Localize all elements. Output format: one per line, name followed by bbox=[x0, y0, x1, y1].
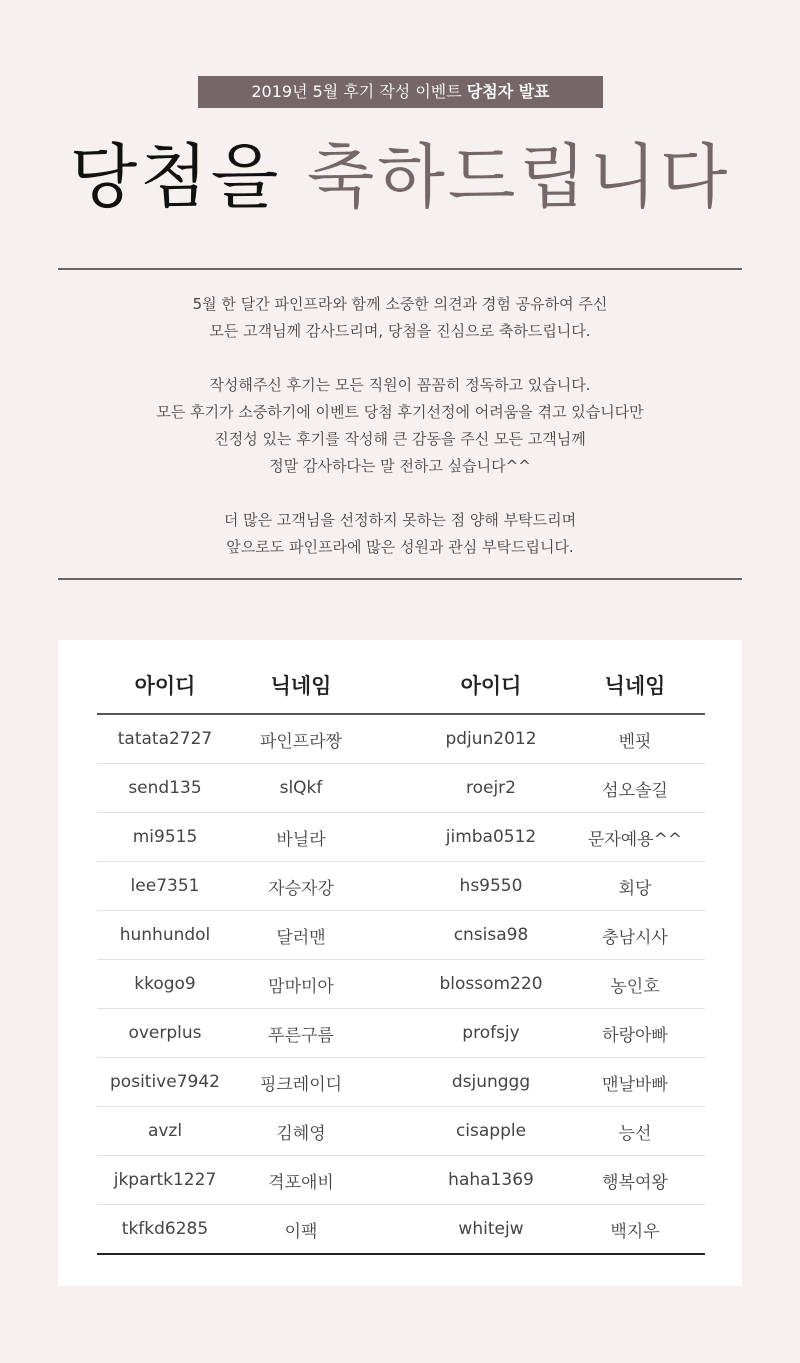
table-row bbox=[97, 911, 705, 960]
winner-id: positive7942 bbox=[97, 1058, 233, 1107]
winner-nickname: 문자예용^^ bbox=[565, 813, 705, 862]
table-row bbox=[97, 813, 705, 862]
message-line: 더 많은 고객님을 선정하지 못하는 점 양해 부탁드리며 bbox=[223, 511, 577, 529]
column-header-id: 아이디 bbox=[97, 656, 233, 714]
winner-nickname: slQkf bbox=[233, 764, 369, 813]
winners-table bbox=[97, 656, 705, 1255]
winner-id: tkfkd6285 bbox=[97, 1205, 233, 1255]
winner-id: hs9550 bbox=[417, 862, 565, 911]
table-row bbox=[97, 1009, 705, 1058]
message-line: 정말 감사하다는 말 전하고 싶습니다^^ bbox=[269, 457, 531, 475]
winner-nickname: 행복여왕 bbox=[565, 1156, 705, 1205]
column-spacer bbox=[369, 656, 417, 714]
message-line: 5월 한 달간 파인프라와 함께 소중한 의견과 경험 공유하여 주신 bbox=[192, 295, 608, 313]
winner-nickname: 김혜영 bbox=[233, 1107, 369, 1156]
winner-id: send135 bbox=[97, 764, 233, 813]
column-spacer bbox=[369, 1009, 417, 1058]
table-row bbox=[97, 714, 705, 764]
winner-nickname: 농인호 bbox=[565, 960, 705, 1009]
column-spacer bbox=[369, 911, 417, 960]
winner-nickname: 맨날바빠 bbox=[565, 1058, 705, 1107]
winner-nickname: 벤핏 bbox=[565, 714, 705, 764]
event-banner bbox=[198, 76, 603, 108]
divider-bottom bbox=[58, 578, 742, 580]
column-spacer bbox=[369, 960, 417, 1009]
winner-nickname: 백지우 bbox=[565, 1205, 705, 1255]
message-paragraph bbox=[58, 291, 742, 345]
table-row bbox=[97, 960, 705, 1009]
winner-nickname: 맘마미아 bbox=[233, 960, 369, 1009]
winner-nickname: 바닐라 bbox=[233, 813, 369, 862]
winner-id: profsjy bbox=[417, 1009, 565, 1058]
winner-id: cnsisa98 bbox=[417, 911, 565, 960]
winner-nickname: 능선 bbox=[565, 1107, 705, 1156]
winner-nickname: 충남시사 bbox=[565, 911, 705, 960]
column-spacer bbox=[369, 1205, 417, 1255]
column-header-nickname: 닉네임 bbox=[565, 656, 705, 714]
winner-nickname: 푸른구름 bbox=[233, 1009, 369, 1058]
winner-id: hunhundol bbox=[97, 911, 233, 960]
winner-id: haha1369 bbox=[417, 1156, 565, 1205]
column-spacer bbox=[369, 1107, 417, 1156]
announcement-message bbox=[58, 291, 742, 561]
winner-nickname: 파인프라짱 bbox=[233, 714, 369, 764]
banner-highlight: 당첨자 발표 bbox=[466, 82, 550, 101]
table-row bbox=[97, 862, 705, 911]
message-line: 모든 고객님께 감사드리며, 당첨을 진심으로 축하드립니다. bbox=[209, 322, 591, 340]
winner-id: dsjunggg bbox=[417, 1058, 565, 1107]
winner-id: jimba0512 bbox=[417, 813, 565, 862]
table-row bbox=[97, 1156, 705, 1205]
column-header-nickname: 닉네임 bbox=[233, 656, 369, 714]
column-header-id: 아이디 bbox=[417, 656, 565, 714]
table-row bbox=[97, 1107, 705, 1156]
column-spacer bbox=[369, 1058, 417, 1107]
winner-id: whitejw bbox=[417, 1205, 565, 1255]
table-row bbox=[97, 1205, 705, 1255]
winner-nickname: 달러맨 bbox=[233, 911, 369, 960]
winner-id: overplus bbox=[97, 1009, 233, 1058]
message-line: 모든 후기가 소중하기에 이벤트 당첨 후기선정에 어려움을 겪고 있습니다만 bbox=[156, 403, 644, 421]
message-paragraph bbox=[58, 372, 742, 480]
table-header-row bbox=[97, 656, 705, 714]
winner-nickname: 이팩 bbox=[233, 1205, 369, 1255]
table-row bbox=[97, 1058, 705, 1107]
winner-id: jkpartk1227 bbox=[97, 1156, 233, 1205]
winner-nickname: 회당 bbox=[565, 862, 705, 911]
winner-id: cisapple bbox=[417, 1107, 565, 1156]
column-spacer bbox=[369, 764, 417, 813]
banner-prefix: 2019년 5월 후기 작성 이벤트 bbox=[251, 82, 467, 101]
winner-id: lee7351 bbox=[97, 862, 233, 911]
message-line: 진정성 있는 후기를 작성해 큰 감동을 주신 모든 고객님께 bbox=[214, 430, 586, 448]
winner-id: mi9515 bbox=[97, 813, 233, 862]
winner-nickname: 하랑아빠 bbox=[565, 1009, 705, 1058]
headline-part1: 당첨을 bbox=[69, 136, 307, 218]
column-spacer bbox=[369, 813, 417, 862]
winner-id: kkogo9 bbox=[97, 960, 233, 1009]
column-spacer bbox=[369, 714, 417, 764]
message-line: 앞으로도 파인프라에 많은 성원과 관심 부탁드립니다. bbox=[226, 538, 574, 556]
winner-nickname: 핑크레이디 bbox=[233, 1058, 369, 1107]
page-title bbox=[0, 122, 800, 232]
winner-id: roejr2 bbox=[417, 764, 565, 813]
table-row bbox=[97, 764, 705, 813]
winner-nickname: 격포애비 bbox=[233, 1156, 369, 1205]
column-spacer bbox=[369, 862, 417, 911]
message-paragraph bbox=[58, 507, 742, 561]
winners-panel bbox=[58, 640, 742, 1286]
winner-nickname: 자승자강 bbox=[233, 862, 369, 911]
divider-top bbox=[58, 268, 742, 270]
winner-id: avzl bbox=[97, 1107, 233, 1156]
winner-id: pdjun2012 bbox=[417, 714, 565, 764]
winner-id: blossom220 bbox=[417, 960, 565, 1009]
winner-nickname: 섬오솔길 bbox=[565, 764, 705, 813]
headline-part2: 축하드립니다 bbox=[306, 136, 731, 218]
message-line: 작성해주신 후기는 모든 직원이 꼼꼼히 정독하고 있습니다. bbox=[209, 376, 591, 394]
winner-id: tatata2727 bbox=[97, 714, 233, 764]
column-spacer bbox=[369, 1156, 417, 1205]
